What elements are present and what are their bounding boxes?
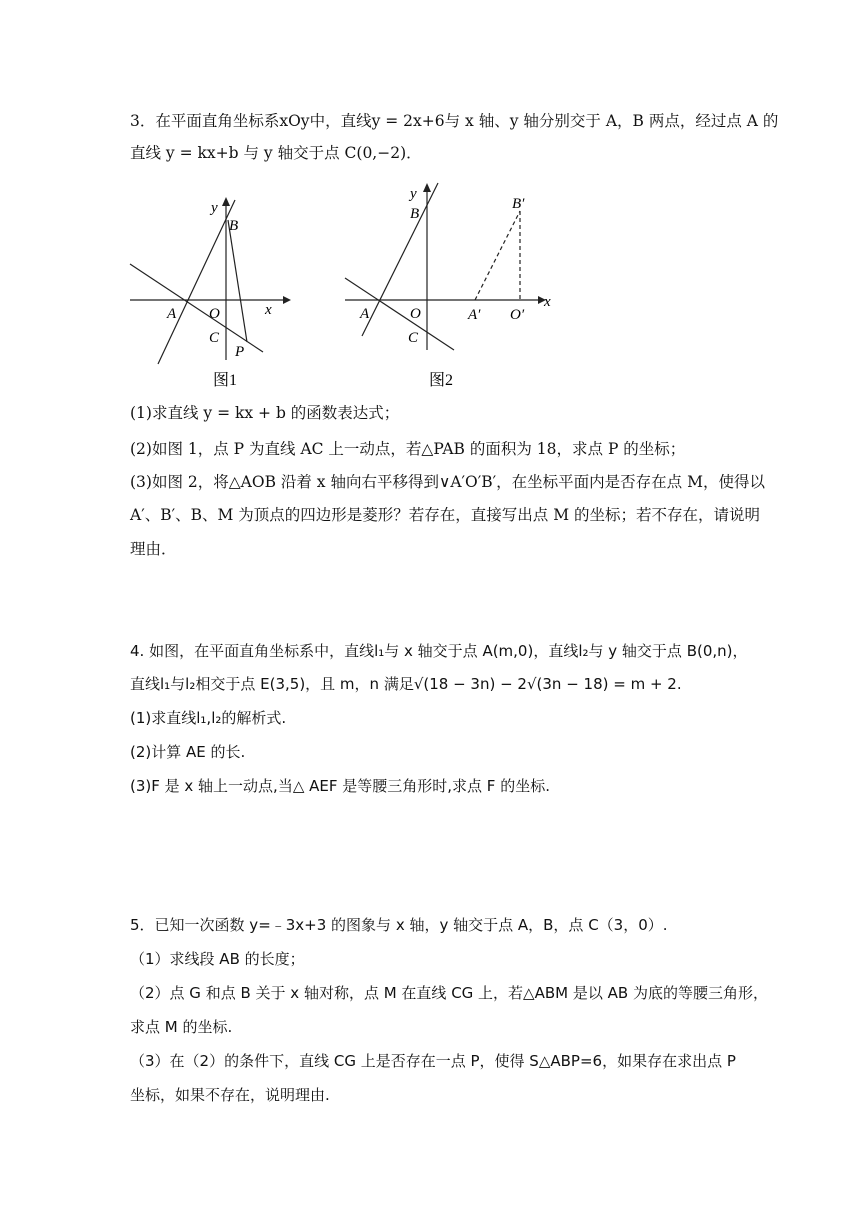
fig2-label-x: x (544, 294, 551, 310)
figure-2 (340, 178, 560, 390)
q4-line1: 4. 如图，在平面直角坐标系中，直线l₁与 x 轴交于点 A(m,0)，直线l₂与 y 轴交于点 B(0,n)， (130, 642, 748, 660)
fig1-line-bp (228, 220, 247, 342)
q3-part3-line1: (3)如图 2，将△AOB 沿着 x 轴向右平移得到∨A′O′B′，在坐标平面内是否存在点 M，使得以 (130, 473, 765, 491)
fig2-label-o: O (410, 306, 421, 322)
q3-part1: (1)求直线 y = kx + b 的函数表达式； (130, 404, 400, 422)
q5-part2-line1: （2）点 G 和点 B 关于 x 轴对称，点 M 在直线 CG 上，若△ABM 是以 AB 为底的等腰三角形， (130, 984, 768, 1002)
fig2-label-y: y (410, 186, 417, 202)
fig2-caption: 图2 (429, 372, 454, 389)
fig1-label-p: P (235, 344, 245, 360)
q4-line2: 直线l₁与l₂相交于点 E(3,5)，且 m，n 满足√(18 − 3n) − 2√(3n − 18) = m + 2. (130, 675, 682, 693)
fig2-label-a-prime: A′ (468, 307, 481, 323)
fig1-line-ab (158, 200, 235, 364)
q3-line2: 直线 y = kx+b 与 y 轴交于点 C(0,−2)． (130, 144, 422, 162)
fig1-label-b: B (229, 218, 239, 234)
fig1-label-c: C (209, 330, 220, 346)
q3-part3-line3: 理由． (130, 540, 177, 558)
q5-part3-line1: （3）在（2）的条件下，直线 CG 上是否存在一点 P，使得 S△ABP=6，如果存在求出点 P (130, 1052, 736, 1070)
fig2-line-a-prime-b-prime (475, 211, 520, 300)
fig1-label-y: y (211, 200, 218, 216)
fig1-label-x: x (265, 302, 272, 318)
q3-part3-line2: A′、B′、B、M 为顶点的四边形是菱形？若存在，直接写出点 M 的坐标；若不存在，请说明 (130, 506, 761, 524)
q5-part1: （1）求线段 AB 的长度； (130, 950, 305, 968)
q3-part2: (2)如图 1，点 P 为直线 AC 上一动点，若△PAB 的面积为 18，求点 P 的坐标； (130, 440, 686, 458)
fig1-y-arrow (222, 197, 230, 206)
q4-part2: (2)计算 AE 的长. (130, 743, 246, 761)
fig2-label-c: C (408, 330, 419, 346)
q4-part3: (3)F 是 x 轴上一动点,当△ AEF 是等腰三角形时,求点 F 的坐标. (130, 777, 550, 795)
fig2-y-arrow (423, 183, 431, 192)
fig1-label-a: A (167, 306, 177, 322)
fig1-label-o: O (209, 306, 220, 322)
fig2-label-a: A (360, 306, 370, 322)
fig2-label-b-prime: B′ (512, 196, 525, 212)
fig2-label-o-prime: O′ (510, 307, 525, 323)
q5-part2-line2: 求点 M 的坐标. (130, 1018, 233, 1036)
q5-part3-line2: 坐标，如果不存在，说明理由. (130, 1086, 330, 1104)
q5-line1: 5．已知一次函数 y=﹣3x+3 的图象与 x 轴，y 轴交于点 A，B，点 C（3，0）. (130, 916, 668, 934)
fig2-label-b: B (410, 206, 420, 222)
q3-line1: 3．在平面直角坐标系xOy中，直线y = 2x+6与 x 轴、y 轴分别交于 A，B 两点，经过点 A 的 (130, 112, 779, 130)
figure-1 (125, 192, 295, 392)
fig1-x-arrow (283, 296, 291, 304)
q4-part1: (1)求直线l₁,l₂的解析式. (130, 709, 287, 727)
fig1-caption: 图1 (213, 372, 238, 389)
fig1-line-ac (130, 264, 263, 352)
